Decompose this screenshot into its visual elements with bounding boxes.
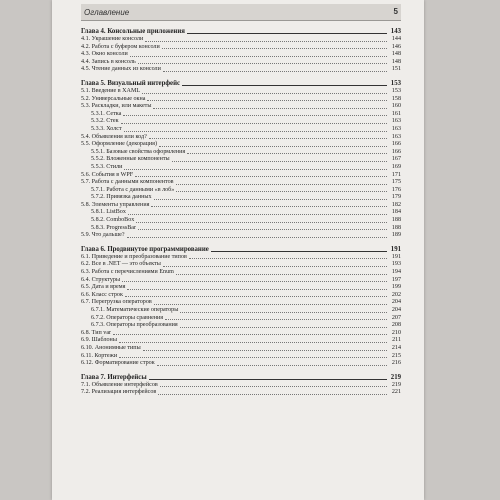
toc-entry-page: 144 (391, 36, 401, 42)
toc-entry (81, 141, 401, 149)
toc-entry-label: 5.3.3. Холст (91, 125, 122, 132)
toc-entry-page: 191 (390, 245, 401, 253)
toc-entry (81, 389, 401, 397)
toc-leader (151, 205, 387, 207)
toc-leader (163, 70, 387, 72)
toc-entry-label: 6.12. Форматирование строк (81, 360, 155, 367)
toc-entry-label: 6.7. Перегрузка операторов (81, 299, 152, 306)
toc-entry-page: 210 (391, 329, 401, 336)
toc-entry (81, 118, 401, 126)
toc-entry-label: 5.7.2. Привязка данных (91, 194, 152, 201)
toc-entry-label: 6.4. Структуры (81, 276, 121, 283)
toc-entry-label: 5.4. Объявления или код? (81, 133, 147, 140)
toc-leader (162, 47, 387, 49)
toc-entry-label: 4.1. Украшение консоли (81, 36, 144, 42)
toc-leader (119, 356, 387, 358)
toc-entry-label: 5.9. Что дальше? (81, 232, 125, 239)
toc-entry-page: 153 (390, 79, 401, 87)
toc-leader (145, 40, 387, 42)
toc-entry (81, 209, 401, 217)
toc-entry-page: 199 (391, 284, 401, 291)
toc-entry (81, 292, 401, 300)
toc-entry (81, 194, 401, 202)
toc-entry-label: 4.4. Запись в консоль (81, 58, 136, 65)
toc-entry-label: 6.10. Анонимные типы (81, 344, 141, 351)
toc-entry-page: 214 (391, 344, 401, 351)
toc-entry-label: 6.6. Класс строк (81, 291, 123, 298)
toc-entry-label: 6.7.2. Операторы сравнения (91, 314, 164, 321)
toc-entry (81, 360, 401, 368)
toc-entry (81, 307, 401, 315)
toc-entry (81, 172, 401, 180)
toc-leader (128, 213, 387, 215)
header-page-number: 5 (393, 7, 398, 16)
toc-entry-page: 163 (391, 133, 401, 140)
toc-entry-label: 6.11. Кортежи (81, 352, 118, 359)
toc-leader (160, 385, 387, 387)
toc-entry-page: 179 (391, 194, 401, 201)
toc-entry (81, 232, 401, 240)
toc-leader (154, 198, 387, 200)
toc-chapter (81, 27, 401, 36)
toc-entry (81, 111, 401, 119)
toc-leader (138, 62, 387, 64)
toc-leader (149, 378, 387, 380)
toc-entry (81, 353, 401, 361)
toc-leader (136, 221, 387, 223)
toc-leader (153, 107, 387, 109)
toc-entry-label: 5.5. Оформление (декорация) (81, 141, 158, 148)
toc-entry (81, 217, 401, 225)
toc-entry-page: 176 (391, 186, 401, 193)
toc-entry (81, 261, 401, 269)
toc-entry-label: 4.3. Окно консоли (81, 51, 128, 58)
toc-entry-page: 188 (391, 217, 401, 224)
toc-leader (138, 228, 387, 230)
toc-leader (158, 393, 387, 395)
toc-entry-page: 204 (391, 307, 401, 313)
toc-leader (154, 303, 387, 305)
toc-entry-page: 163 (391, 118, 401, 125)
toc-entry-page: 175 (391, 179, 401, 186)
toc-entry-page: 184 (391, 209, 401, 216)
toc-entry-label: 5.8.3. ProgressBar (91, 224, 137, 231)
toc-entry-label: 7.2. Реализация интерфейсов (81, 389, 157, 396)
toc-leader (187, 152, 387, 154)
toc-entry-label: 6.3. Работа с перечислениями Enum (81, 269, 174, 276)
toc-entry (81, 269, 401, 277)
toc-entry (81, 66, 401, 74)
toc-leader (124, 130, 387, 132)
toc-entry-label: 5.7.1. Работа с данными «в лоб» (91, 186, 175, 193)
toc-leader (130, 55, 387, 57)
toc-entry (81, 202, 401, 210)
toc-entry-page: 151 (391, 66, 401, 73)
toc-chapter (81, 245, 401, 254)
toc-entry-page: 163 (391, 125, 401, 132)
toc-entry-label: 5.3. Раскладки, или макеты (81, 103, 152, 110)
toc-entry-page: 211 (392, 337, 401, 344)
toc-chapter (81, 79, 401, 88)
toc-entry-page: 191 (391, 253, 401, 260)
toc-entry-page: 215 (391, 352, 401, 359)
toc-entry-page: 166 (391, 148, 401, 155)
toc-leader (157, 364, 387, 366)
toc-entry (81, 337, 401, 345)
toc-entry-page: 189 (391, 232, 401, 239)
toc-entry-page: 148 (391, 51, 401, 58)
toc-entry-label: 5.6. События в WPF (81, 171, 134, 178)
toc-leader (180, 326, 387, 328)
toc-leader (165, 318, 387, 320)
toc-entry-page: 197 (391, 276, 401, 283)
toc-leader (127, 236, 387, 238)
toc-entry-label: 4.5. Чтение данных из консоли (81, 66, 161, 73)
toc-entry-label: 6.1. Приведение и преобразование типов (81, 253, 187, 260)
toc-leader (147, 99, 387, 101)
page-header (81, 4, 401, 21)
toc-entry (81, 96, 401, 104)
toc-entry-label: 6.5. Дата и время (81, 284, 126, 291)
toc-entry-page: 188 (391, 224, 401, 231)
header-title: Оглавление (84, 8, 130, 17)
toc-leader (142, 92, 387, 94)
toc-entry (81, 44, 401, 52)
toc-leader (127, 288, 387, 290)
toc-entry-label: Глава 4. Консольные приложения (81, 28, 185, 35)
toc-entry-page: 161 (391, 110, 401, 117)
toc-entry-label: 5.2. Универсальные окна (81, 95, 146, 102)
toc-entry-label: 5.8.1. ListBox (91, 209, 126, 216)
toc-chapter (81, 373, 401, 382)
toc-entry-label: 6.7.3. Операторы преобразования (91, 322, 178, 329)
toc-leader (163, 265, 387, 267)
toc-leader (143, 349, 387, 351)
toc-entry (81, 149, 401, 157)
toc-entry-label: 6.2. Все в .NET — это объекты (81, 261, 161, 268)
table-of-contents (81, 27, 401, 397)
toc-leader (176, 273, 387, 275)
toc-leader (159, 145, 387, 147)
toc-leader (180, 311, 387, 313)
toc-entry-label: 6.9. Шаблоны (81, 337, 117, 344)
toc-entry-label: 7.1. Объявление интерфейсов (81, 381, 158, 388)
toc-entry-label: 5.8.2. ComboBox (91, 217, 135, 224)
toc-entry-page: 182 (391, 201, 401, 208)
toc-entry (81, 51, 401, 59)
toc-entry-label: 4.2. Работа с буфером консоли (81, 43, 160, 50)
toc-leader (121, 122, 387, 124)
toc-entry (81, 187, 401, 195)
toc-entry-page: 143 (390, 28, 401, 35)
toc-entry-page: 169 (391, 163, 401, 170)
toc-entry-label: 5.3.2. Стек (91, 118, 119, 125)
toc-entry-page: 219 (391, 381, 401, 388)
toc-entry-page: 204 (391, 299, 401, 306)
toc-entry-page: 160 (391, 103, 401, 110)
toc-entry (81, 345, 401, 353)
toc-entry-label: 5.8. Элементы управления (81, 201, 150, 208)
toc-entry (81, 322, 401, 330)
toc-leader (211, 250, 387, 252)
toc-leader (182, 84, 387, 86)
toc-entry-label: Глава 6. Продвинутое программирование (81, 245, 209, 253)
toc-leader (172, 160, 387, 162)
toc-leader (187, 32, 387, 34)
toc-entry-page: 216 (391, 360, 401, 367)
toc-entry-page: 207 (391, 314, 401, 321)
toc-entry-page: 194 (391, 269, 401, 276)
toc-entry (81, 179, 401, 187)
toc-entry-page: 167 (391, 156, 401, 163)
toc-leader (189, 257, 387, 259)
toc-entry (81, 126, 401, 134)
toc-entry-page: 171 (391, 171, 401, 178)
toc-entry-label: Глава 5. Визуальный интерфейс (81, 79, 181, 87)
toc-leader (125, 295, 387, 297)
toc-entry-page: 221 (391, 389, 401, 396)
toc-leader (176, 183, 387, 185)
toc-entry (81, 299, 401, 307)
toc-entry (81, 225, 401, 233)
toc-entry (81, 134, 401, 142)
toc-entry (81, 36, 401, 44)
toc-leader (124, 168, 387, 170)
toc-entry (81, 284, 401, 292)
toc-entry-page: 219 (390, 373, 401, 381)
toc-entry-label: 5.5.3. Стили (91, 163, 123, 170)
toc-entry-page: 193 (391, 261, 401, 268)
toc-leader (122, 280, 387, 282)
toc-entry-page: 208 (391, 322, 401, 329)
toc-entry (81, 330, 401, 338)
toc-entry-label: 6.8. Тип var (81, 329, 112, 336)
toc-leader (149, 137, 387, 139)
toc-leader (123, 114, 387, 116)
toc-entry-label: Глава 7. Интерфейсы (81, 373, 147, 381)
toc-entry-page: 148 (391, 58, 401, 65)
toc-entry-page: 146 (391, 43, 401, 50)
toc-entry-label: 5.3.1. Сетка (91, 110, 122, 117)
toc-entry (81, 156, 401, 164)
toc-entry-label: 6.7.1. Математические операторы (91, 307, 179, 313)
toc-leader (113, 333, 387, 335)
toc-entry-label: 5.1. Введение в XAML (81, 87, 141, 94)
toc-entry-label: 5.7. Работа с данными компонентов (81, 179, 174, 186)
toc-entry-page: 202 (391, 291, 401, 298)
toc-entry (81, 277, 401, 285)
toc-entry (81, 59, 401, 67)
toc-leader (135, 175, 387, 177)
toc-entry-label: 5.5.2. Вложенные компоненты (91, 156, 170, 163)
toc-entry-page: 166 (391, 141, 401, 148)
toc-leader (176, 190, 387, 192)
toc-entry-page: 158 (391, 95, 401, 102)
toc-entry (81, 103, 401, 111)
toc-leader (119, 341, 387, 343)
toc-entry-page: 153 (391, 87, 401, 94)
toc-entry-label: 5.5.1. Базовые свойства оформления (91, 148, 186, 155)
toc-entry (81, 164, 401, 172)
toc-entry (81, 88, 401, 96)
